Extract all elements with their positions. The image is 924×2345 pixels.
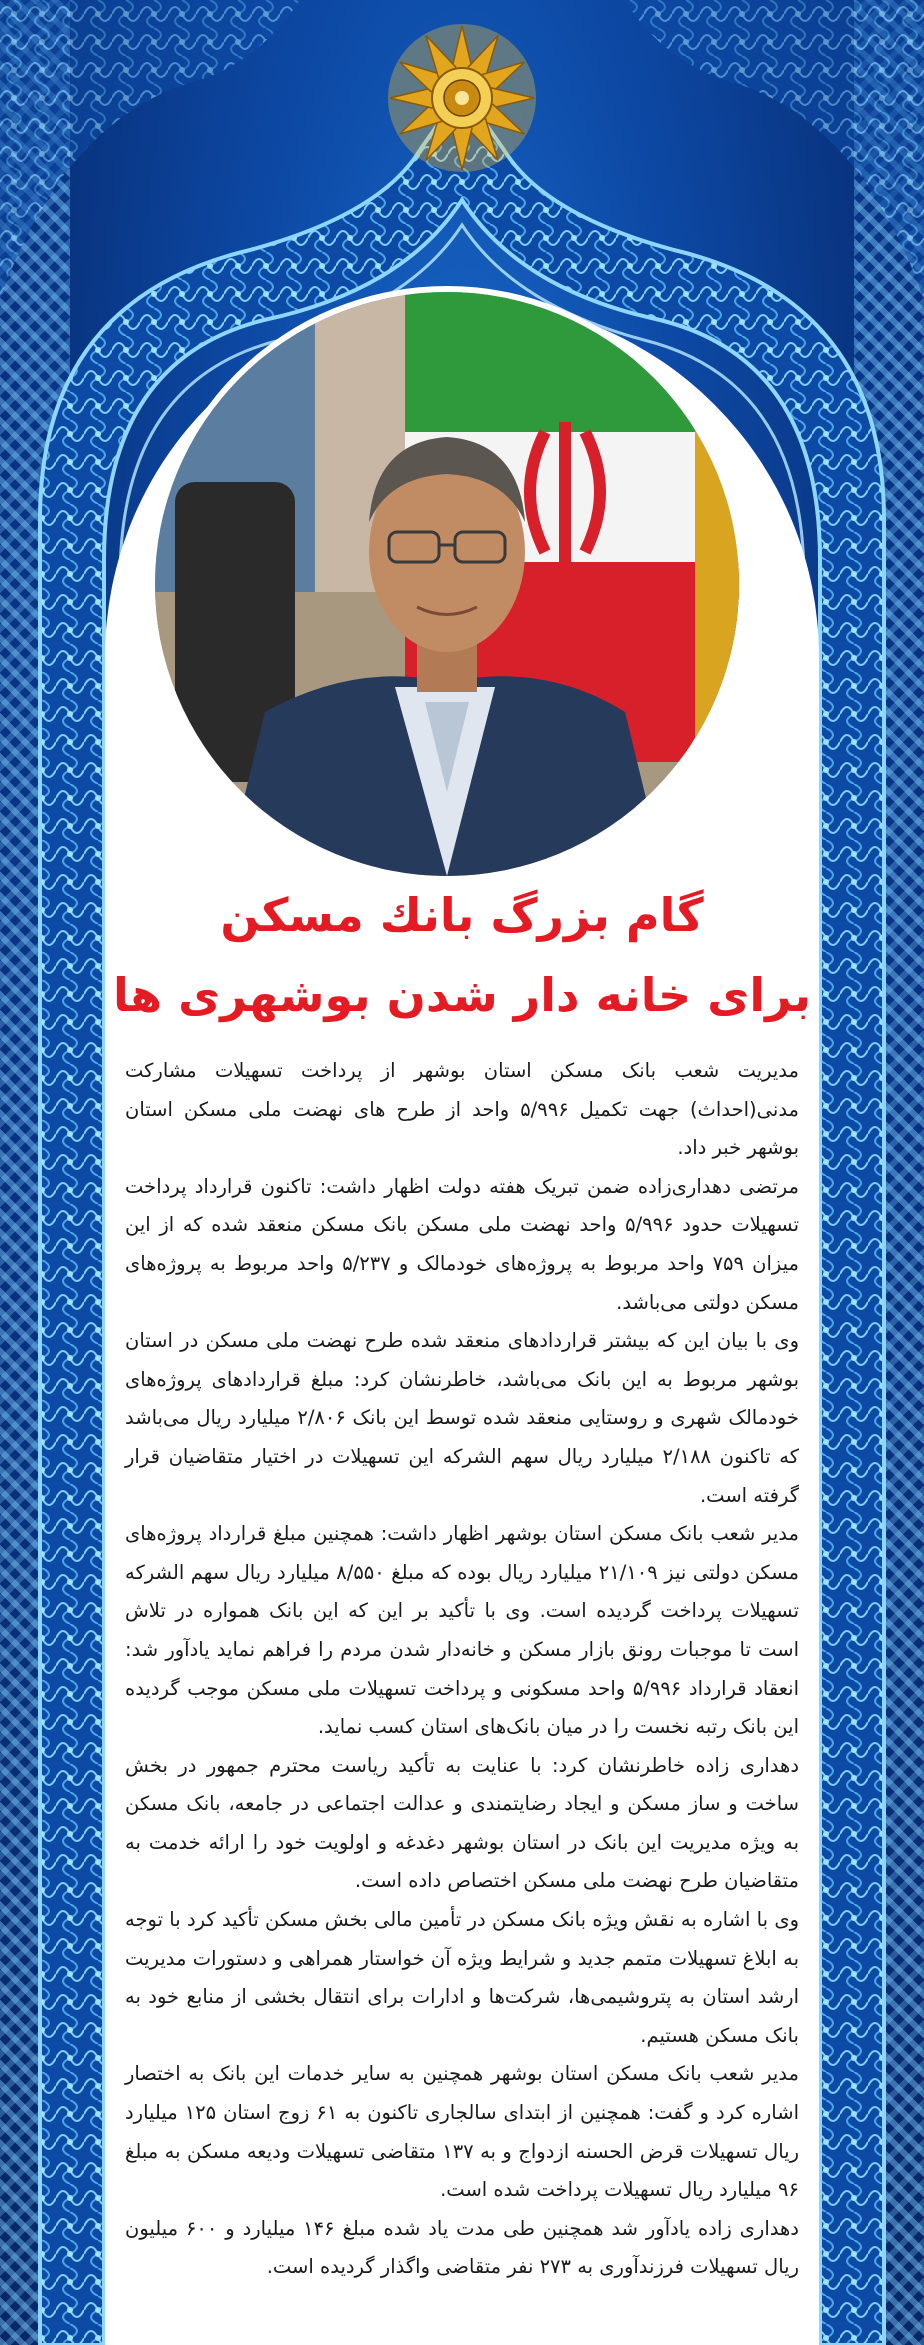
article-paragraph: وی با اشاره به نقش ویژه بانک مسکن در تأمین مالی بخش مسکن تأکید کرد با توجه به ابلاغ تسهیلات متمم جدید و شرایط ویژه آن خواستار همراهی و دستورات مدیریت ارشد استان به پتروشیمی‌ها، شرکت‌ها و ادارات برای انتقال بخشی از منابع خود به بانک مسکن هستیم. <box>125 1908 799 2047</box>
portrait-photo <box>155 292 739 876</box>
article-paragraph: مدیر شعب بانک مسکن استان بوشهر اظهار داشت: همچنین مبلغ قرارداد پروژه‌های مسکن دولتی نیز ۲۱/۱۰۹ میلیارد ریال بوده که مبلغ ۸/۵۵۰ میلیارد ریال سهم الشرکه تسهیلات پرداخت گردیده است. وی با تأکید بر این که این بانک همواره در تلاش است تا موجبات رونق بازار مسکن و خانه‌دار شدن مردم را فراهم نماید یادآور شد: انعقاد قرارداد ۵/۹۹۶ واحد مسکونی و پرداخت تسهیلات ملی مسکن موجب گردیده این بانک رتبه نخست را در میان بانک‌های استان کسب نماید. <box>125 1522 799 1739</box>
article-paragraph: وی با بیان این که بیشتر قراردادهای منعقد شده طرح نهضت ملی مسکن در استان بوشهر مربوط به این بانک می‌باشد، خاطرنشان کرد: مبلغ قراردادهای پروژه‌های خودمالک شهری و روستایی منعقد شده توسط این بانک ۲/۸۰۶ میلیارد ریال می‌باشد که تاکنون ۲/۱۸۸ میلیارد ریال سهم الشرکه این تسهیلات در اختیار متقاضیان قرار گرفته است. <box>125 1329 799 1507</box>
article-paragraph: دهداری زاده یادآور شد همچنین طی مدت یاد شده مبلغ ۱۴۶ میلیارد و ۶۰۰ میلیون ریال تسهیلات فرزندآوری به ۲۷۳ نفر متقاضی واگذار گردیده است. <box>125 2216 799 2279</box>
article-paragraph: مدیریت شعب بانک مسکن استان بوشهر از پرداخت تسهیلات مشارکت مدنی(احداث) جهت تکمیل ۵/۹۹۶ واحد از طرح های نهضت ملی مسکن استان بوشهر خبر داد. <box>125 1059 800 1160</box>
article-body <box>125 1052 799 2287</box>
article-paragraph: دهداری زاده خاطرنشان کرد: با عنایت به تأکید ریاست محترم جمهور در بخش ساخت و ساز مسکن و ایجاد رضایتمندی و عدالت اجتماعی در جامعه، بانک مسکن به ویژه مدیریت این بانک در استان بوشهر دغدغه و اولویت خود را ارائه خدمت به متقاضیان طرح نهضت ملی مسکن اختصاص داده است. <box>125 1753 799 1893</box>
headline-line-1: گام بزرگ بانك مسكن <box>220 888 704 942</box>
golden-medallion-emblem <box>382 18 542 178</box>
article-paragraph: مرتضی دهداری‌زاده ضمن تبریک هفته دولت اظهار داشت: تاکنون قرارداد پرداخت تسهیلات حدود ۵/۹۹۶ واحد نهضت ملی مسکن بانک مسکن منعقد شده که از این میزان ۷۵۹ واحد مربوط به پروژه‌های خودمالک و ۵/۲۳۷ واحد مربوط به پروژه‌های مسکن دولتی می‌باشد. <box>125 1174 800 1314</box>
article-paragraph: مدیر شعب بانک مسکن استان بوشهر همچنین به سایر خدمات این بانک به اختصار اشاره کرد و گفت: همچنین از ابتدای سالجاری تاکنون به ۶۱ زوج استان ۱۲۵ میلیارد ریال تسهیلات قرض الحسنه ازدواج و به ۱۳۷ متقاضی تسهیلات ودیعه مسکن به مبلغ ۹۶ میلیارد ریال تسهیلات پرداخت شده است. <box>125 2062 799 2202</box>
headline-line-2: برای خانه دار شدن بوشهری ها <box>112 968 812 1022</box>
